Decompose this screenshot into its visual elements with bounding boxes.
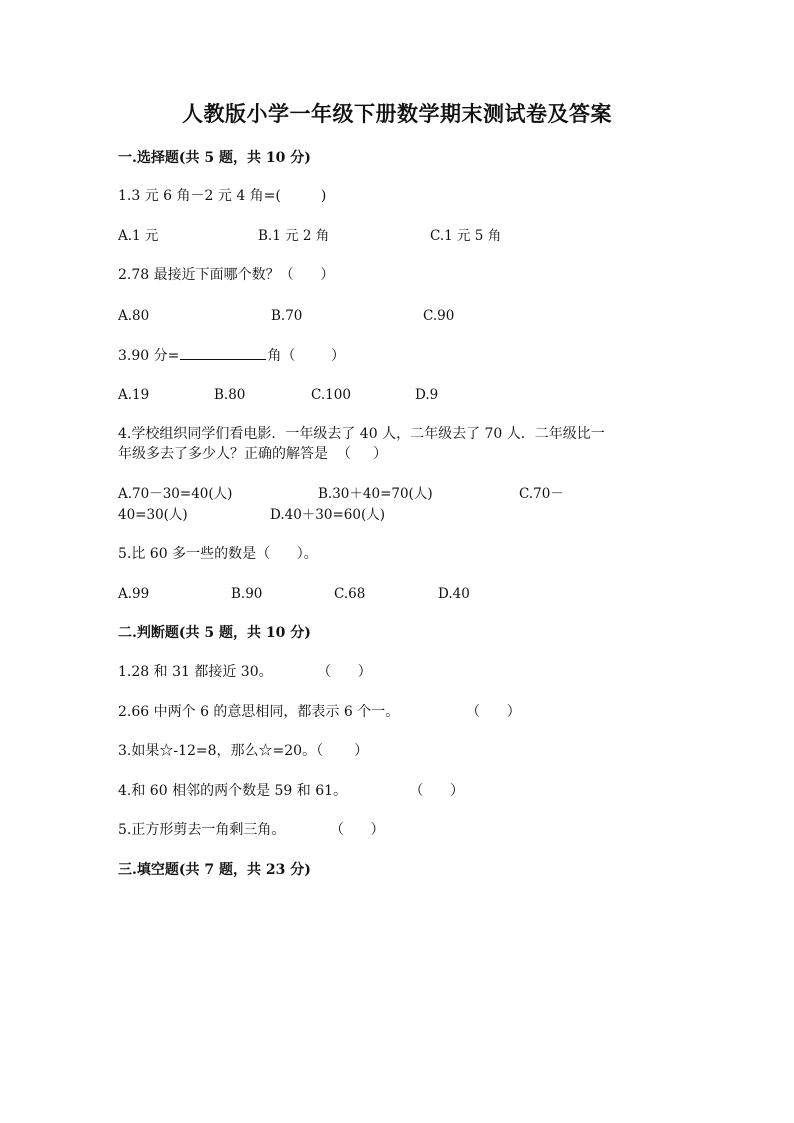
- option-a: A.80: [118, 308, 150, 324]
- section-heading-fill-blank: 三.填空题(共 7 题，共 23 分): [118, 862, 311, 878]
- answer-blank: [180, 344, 266, 360]
- question-stem: 1.3 元 6 角－2 元 4 角=( ): [118, 188, 327, 204]
- option-c: C.100: [311, 387, 351, 403]
- question-stem-continued: 年级多去了多少人？正确的解答是 （ ）: [118, 446, 388, 462]
- question-stem: [118, 344, 345, 366]
- option-d: D.40: [438, 586, 470, 602]
- option-b: B.80: [214, 387, 246, 403]
- question-stem: 4.学校组织同学们看电影．一年级去了 40 人，二年级去了 70 人．二年级比一: [118, 426, 605, 442]
- option-c: C.70－: [519, 486, 564, 502]
- option-b: B.90: [231, 586, 263, 602]
- option-b: B.1 元 2 角: [258, 228, 330, 244]
- option-d: D.9: [415, 387, 439, 403]
- option-c-continued: 40=30(人): [118, 507, 188, 523]
- option-a: A.19: [118, 387, 150, 403]
- option-c: C.90: [423, 308, 455, 324]
- question-stem-start: 3.90 分=: [118, 348, 180, 364]
- judgement-item: 1.28 和 31 都接近 30。 （ ）: [118, 664, 372, 680]
- option-a: A.99: [118, 586, 150, 602]
- option-a: A.70－30=40(人): [118, 486, 233, 502]
- option-c: C.68: [334, 586, 366, 602]
- question-stem: 5.比 60 多一些的数是（ ）。: [118, 546, 318, 562]
- judgement-item: 3.如果☆-12=8，那么☆=20。（ ）: [118, 743, 369, 759]
- section-heading-choice: 一.选择题(共 5 题，共 10 分): [118, 150, 311, 166]
- judgement-item: 4.和 60 相邻的两个数是 59 和 61。 （ ）: [118, 783, 465, 799]
- question-stem: 2.78 最接近下面哪个数？（ ）: [118, 267, 335, 283]
- option-d: D.40＋30=60(人): [270, 507, 386, 523]
- judgement-item: 5.正方形剪去一角剩三角。 （ ）: [118, 822, 385, 838]
- option-b: B.30＋40=70(人): [318, 486, 433, 502]
- option-c: C.1 元 5 角: [430, 228, 502, 244]
- option-b: B.70: [271, 308, 303, 324]
- section-heading-judgement: 二.判断题(共 5 题，共 10 分): [118, 625, 311, 641]
- question-stem-end: 角（ ）: [267, 348, 345, 364]
- option-a: A.1 元: [118, 228, 159, 244]
- exam-title: 人教版小学一年级下册数学期末测试卷及答案: [182, 101, 612, 126]
- judgement-item: 2.66 中两个 6 的意思相同，都表示 6 个一。 （ ）: [118, 704, 521, 720]
